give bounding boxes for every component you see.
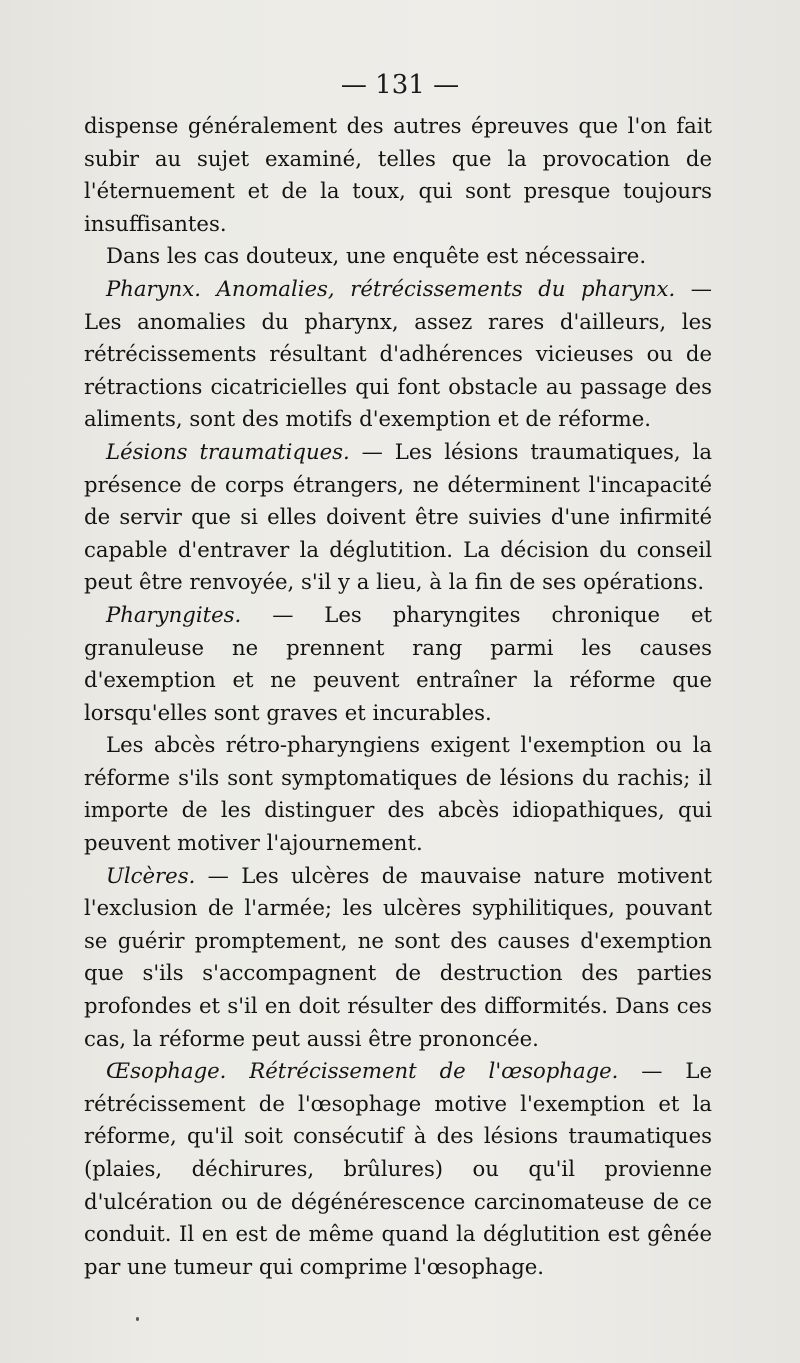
paragraph-text: — Les anomalies du pharynx, assez rares d'ailleurs, les rétrécissements résultant d'adhérences vicieuses ou de rétractions cicatricielles qui font obstacle au passage des aliments, sont des motifs d'exemption et de réforme. [84, 275, 712, 432]
ink-speck [136, 1317, 139, 1321]
paragraph-text: Les abcès rétro-pharyngiens exigent l'exemption ou la réforme s'ils sont symptomatiques de lésions du rachis; il importe de les distinguer des abcès idiopathiques, qui peuvent motiver l'ajournement. [84, 732, 712, 856]
paragraph-text: — Les pharyngites chronique et granuleuse ne prennent rang parmi les causes d'exemption et ne peuvent entraîner la réforme que lorsqu'elles sont graves et incurables. [84, 601, 712, 725]
paragraph-abces [84, 729, 712, 859]
paragraph-pharyngites [84, 599, 712, 729]
section-heading: Lésions traumatiques. [106, 438, 350, 464]
paragraph-continuation [84, 110, 712, 240]
paragraph-ulceres [84, 860, 712, 1056]
page-number: — 131 — [340, 70, 460, 100]
paragraph-text: dispense généralement des autres épreuves que l'on fait subir au sujet examiné, telles que la provocation de l'éternuement et de la toux, qui sont presque toujours insuffisantes. [84, 113, 712, 236]
section-heading: Pharyngites. [106, 601, 242, 627]
paragraph-text: — Les ulcères de mauvaise nature motivent l'exclusion de l'armée; les ulcères syphilitiques, pouvant se guérir promptement, ne sont des causes d'exemption que s'ils s'accompagnent de destruction des parties profondes et s'il en doit résulter des difformités. Dans ces cas, la réforme peut aussi être prononcée. [84, 862, 712, 1051]
section-heading: Œsophage. Rétrécissement de l'œsophage. [106, 1058, 619, 1084]
paragraph-text: — Les lésions traumatiques, la présence de corps étrangers, ne déterminent l'incapacité de servir que si elles doivent être suivies d'une infirmité capable d'entraver la déglutition. La décision du conseil peut être renvoyée, s'il y a lieu, à la fin de ses opérations. [84, 438, 712, 595]
paragraph-pharynx [84, 273, 712, 436]
paragraph-lesions [84, 436, 712, 599]
body-text [84, 110, 712, 1283]
paragraph-text: Dans les cas douteux, une enquête est nécessaire. [106, 243, 647, 269]
paragraph-oesophage [84, 1055, 712, 1283]
section-heading: Ulcères. [106, 862, 196, 888]
section-heading: Pharynx. Anomalies, rétrécissements du pharynx. [106, 275, 676, 301]
paragraph-text: — Le rétrécissement de l'œsophage motive l'exemption et la réforme, qu'il soit consécutif à des lésions traumatiques (plaies, déchirures, brûlures) ou qu'il provienne d'ulcération ou de dégénérescence carcinomateuse de ce conduit. Il en est de même quand la déglutition est gênée par une tumeur qui comprime l'œsophage. [84, 1058, 712, 1279]
paragraph-enquete [84, 240, 712, 273]
